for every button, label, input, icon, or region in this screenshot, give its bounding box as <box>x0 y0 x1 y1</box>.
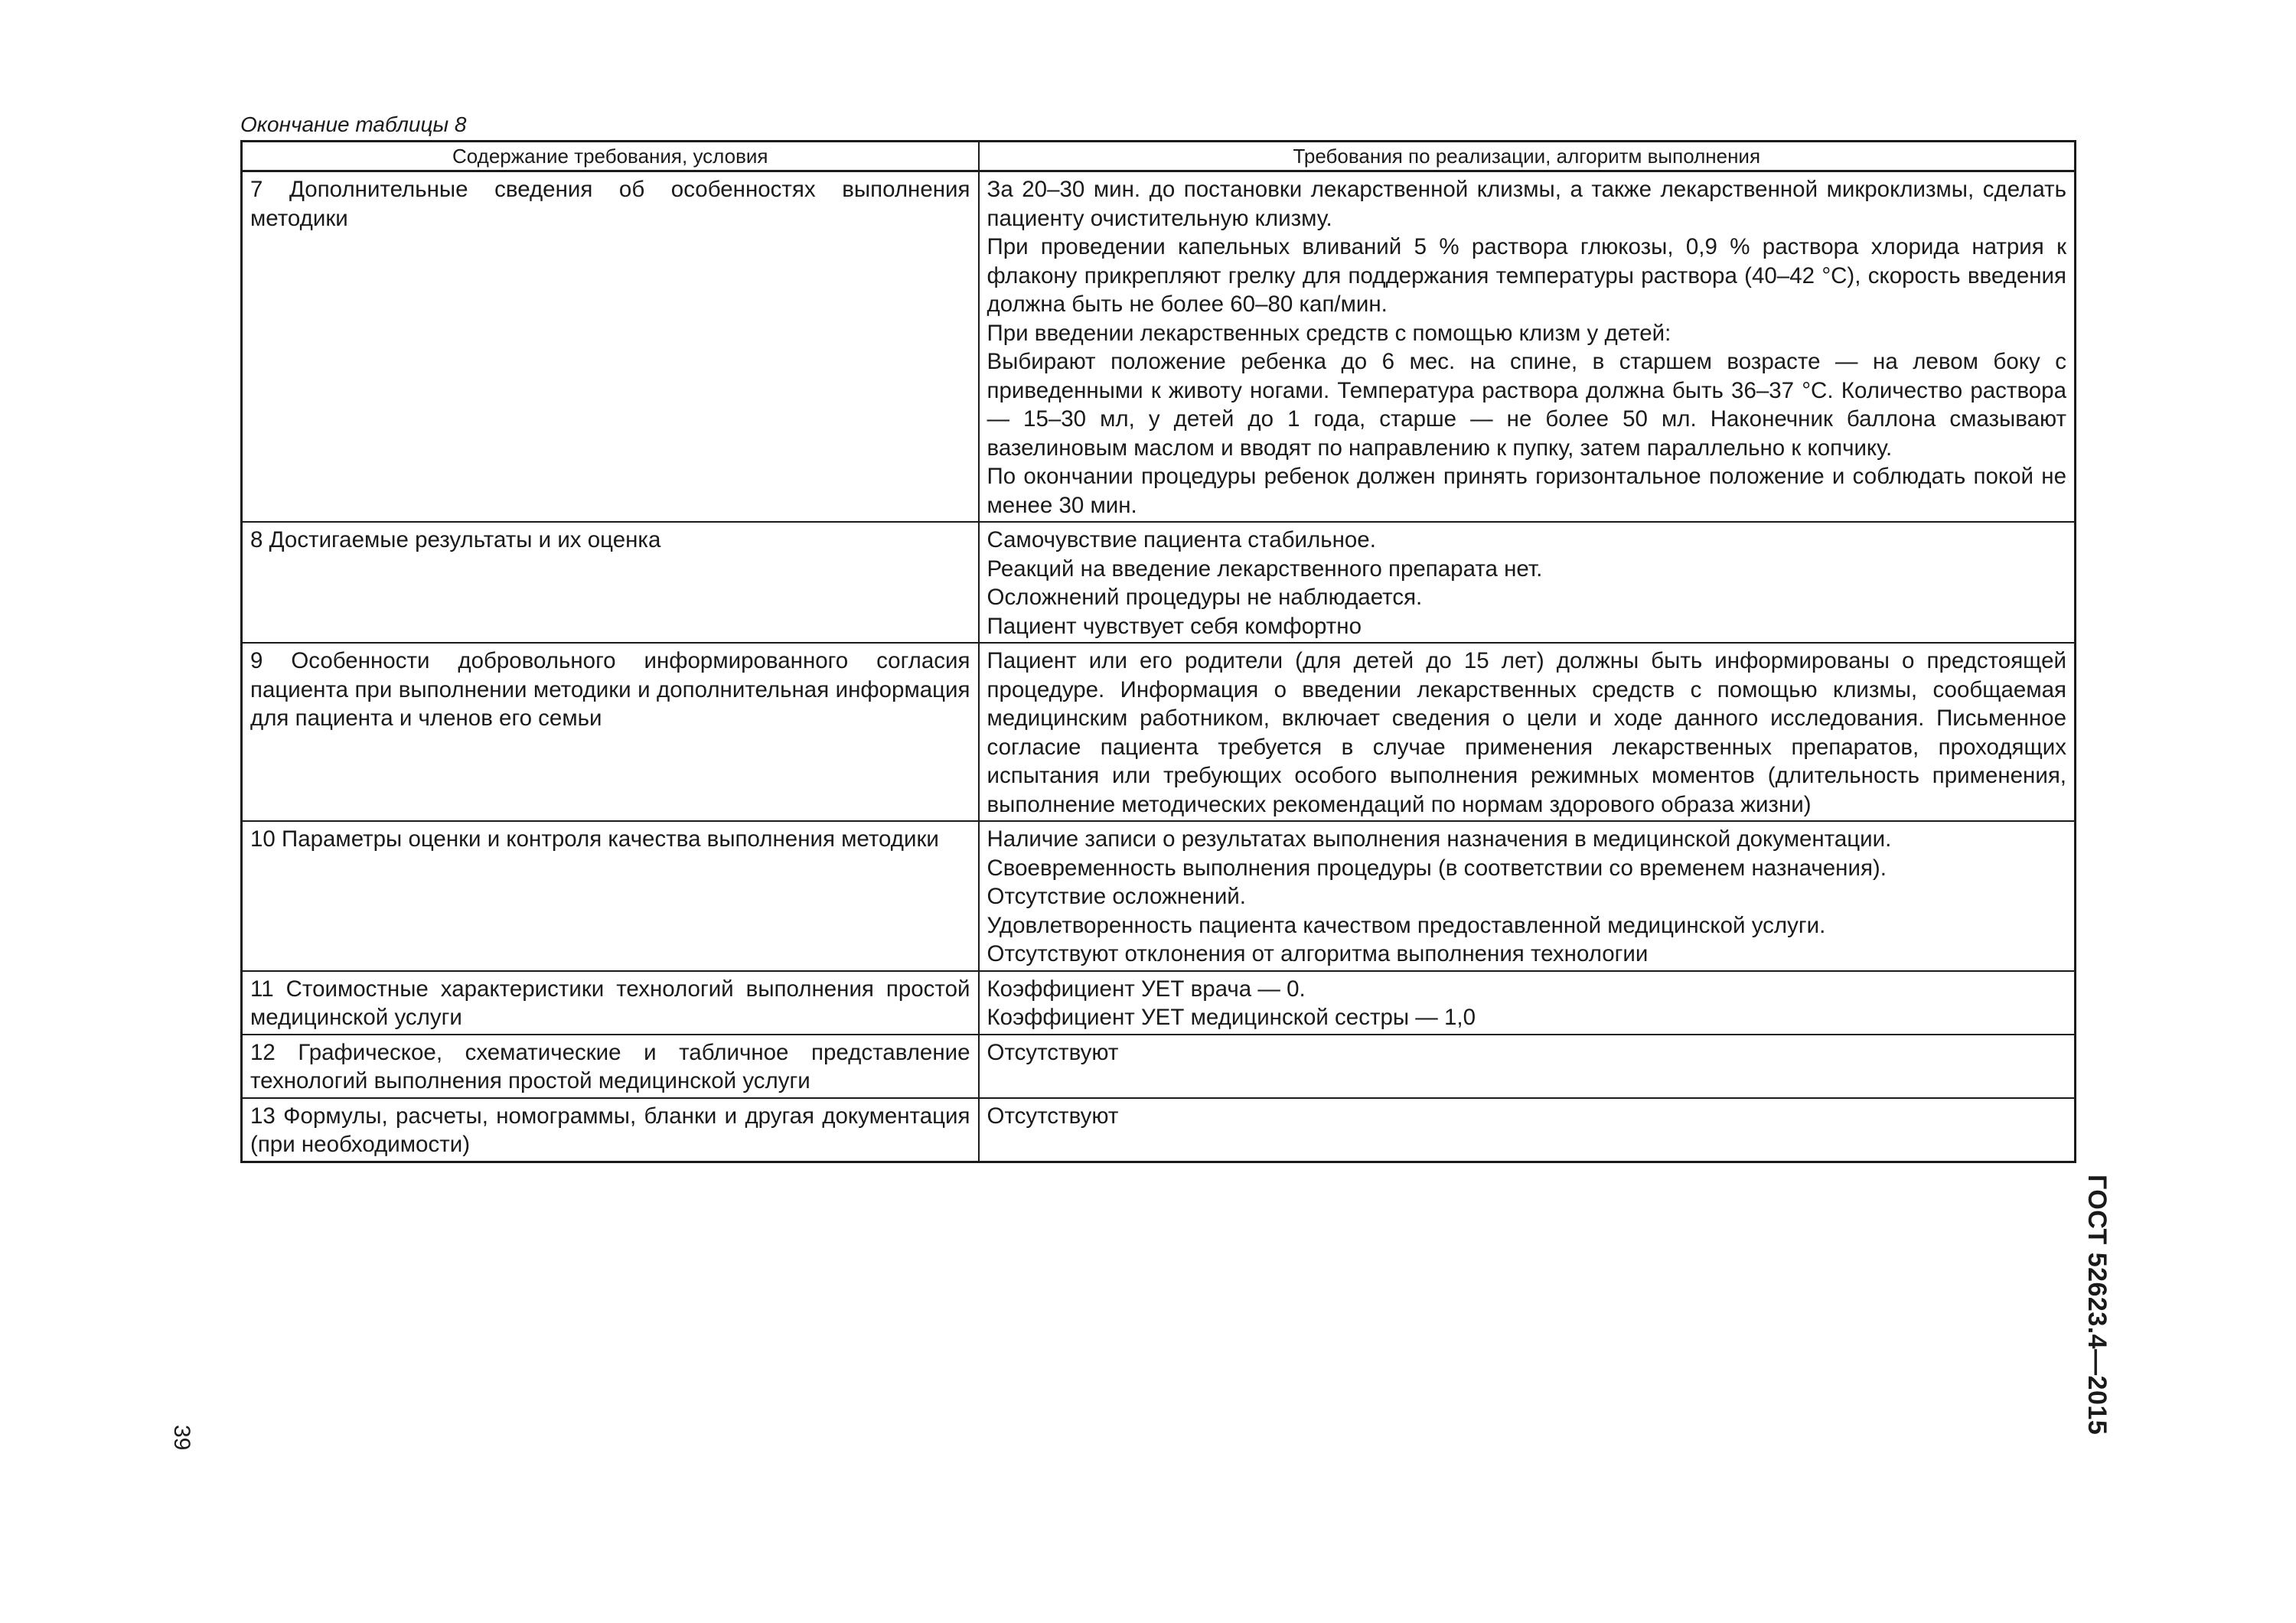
table-row <box>242 1098 2076 1162</box>
implementation-paragraph: Выбирают положение ребенка до 6 мес. на спине, в старшем возрасте — на левом боку с приведенными к животу ногами. Температура раствора должна быть 36–37 °С. Количество раствора — 15–30 мл, у детей до 1 года, старше — не более 50 мл. Наконечник баллона смазывают вазелиновым маслом и вводят по направлению к пупку, затем параллельно к копчику. <box>987 349 2066 461</box>
implementation-paragraph: Отсутствие осложнений. <box>987 884 1246 909</box>
table-row <box>242 1035 2076 1098</box>
requirement-cell: 11 Стоимостные характеристики технологий выполнения простой медицинской услуги <box>242 971 979 1035</box>
requirements-table <box>240 140 2076 1163</box>
table-caption: Окончание таблицы 8 <box>240 112 467 136</box>
implementation-paragraph: Пациент или его родители (для детей до 15 лет) должны быть информированы о предстоящей процедуре. Информация о введении лекарственных средств с помощью клизмы, сообщаемая медицинским работником, включает сведения о цели и ходе данного исследования. Письменное согласие пациента требуется в случае применения лекарственных препаратов, проходящих испытания или требующих особого выполнения режимных моментов (длительность применения, выполнение методических рекомендаций по нормам здорового образа жизни) <box>987 648 2066 817</box>
column-header-implementation: Требования по реализации, алгоритм выполнения <box>979 142 2076 171</box>
implementation-paragraph: Отсутствуют отклонения от алгоритма выполнения технологии <box>987 941 1649 966</box>
implementation-cell <box>979 821 2076 971</box>
implementation-paragraph: При введении лекарственных средств с помощью клизм у детей: <box>987 320 1671 346</box>
requirement-cell: 10 Параметры оценки и контроля качества выполнения методики <box>242 821 979 971</box>
implementation-paragraph: Отсутствуют <box>987 1103 1119 1129</box>
implementation-cell <box>979 171 2076 523</box>
implementation-paragraph: При проведении капельных вливаний 5 % раствора глюкозы, 0,9 % раствора хлорида натрия к флакону прикрепляют грелку для поддержания температуры раствора (40–42 °С), скорость введения должна быть не более 60–80 кап/мин. <box>987 234 2066 317</box>
table-row <box>242 821 2076 971</box>
implementation-paragraph: Коэффициент УЕТ врача — 0. <box>987 976 1306 1002</box>
implementation-paragraph: Самочувствие пациента стабильное. <box>987 527 1376 552</box>
requirement-cell: 12 Графическое, схематические и табличное представление технологий выполнения простой медицинской услуги <box>242 1035 979 1098</box>
table-row <box>242 643 2076 821</box>
implementation-paragraph: Отсутствуют <box>987 1039 1119 1065</box>
table-row <box>242 971 2076 1035</box>
implementation-cell <box>979 643 2076 821</box>
implementation-paragraph: За 20–30 мин. до постановки лекарственной клизмы, а также лекарственной микроклизмы, сделать пациенту очистительную клизму. <box>987 177 2066 231</box>
standard-code-header: ГОСТ 52623.4—2015 <box>2082 1175 2112 1436</box>
implementation-paragraph: Своевременность выполнения процедуры (в соответствии со временем назначения). <box>987 855 1887 881</box>
requirement-cell: 7 Дополнительные сведения об особенностях выполнения методики <box>242 171 979 523</box>
table-row <box>242 171 2076 523</box>
implementation-paragraph: По окончании процедуры ребенок должен принять горизонтальное положение и соблюдать покой не менее 30 мин. <box>987 464 2066 518</box>
implementation-cell <box>979 522 2076 643</box>
requirement-cell: 8 Достигаемые результаты и их оценка <box>242 522 979 643</box>
requirement-cell: 13 Формулы, расчеты, номограммы, бланки и другая документация (при необходимости) <box>242 1098 979 1162</box>
table-row <box>242 522 2076 643</box>
implementation-cell <box>979 971 2076 1035</box>
table-header-row <box>242 142 2076 171</box>
column-header-requirement: Содержание требования, условия <box>242 142 979 171</box>
implementation-paragraph: Коэффициент УЕТ медицинской сестры — 1,0 <box>987 1005 1476 1030</box>
implementation-paragraph: Реакций на введение лекарственного препарата нет. <box>987 556 1543 582</box>
implementation-cell <box>979 1098 2076 1162</box>
implementation-paragraph: Наличие записи о результатах выполнения назначения в медицинской документации. <box>987 826 1892 852</box>
requirement-cell: 9 Особенности добровольного информированного согласия пациента при выполнении методики и дополнительная информация для пациента и членов его семьи <box>242 643 979 821</box>
implementation-paragraph: Осложнений процедуры не наблюдается. <box>987 585 1423 610</box>
implementation-paragraph: Удовлетворенность пациента качеством предоставленной медицинской услуги. <box>987 912 1826 938</box>
implementation-cell <box>979 1035 2076 1098</box>
implementation-paragraph: Пациент чувствует себя комфортно <box>987 613 1362 639</box>
page-number: 39 <box>169 1425 194 1451</box>
